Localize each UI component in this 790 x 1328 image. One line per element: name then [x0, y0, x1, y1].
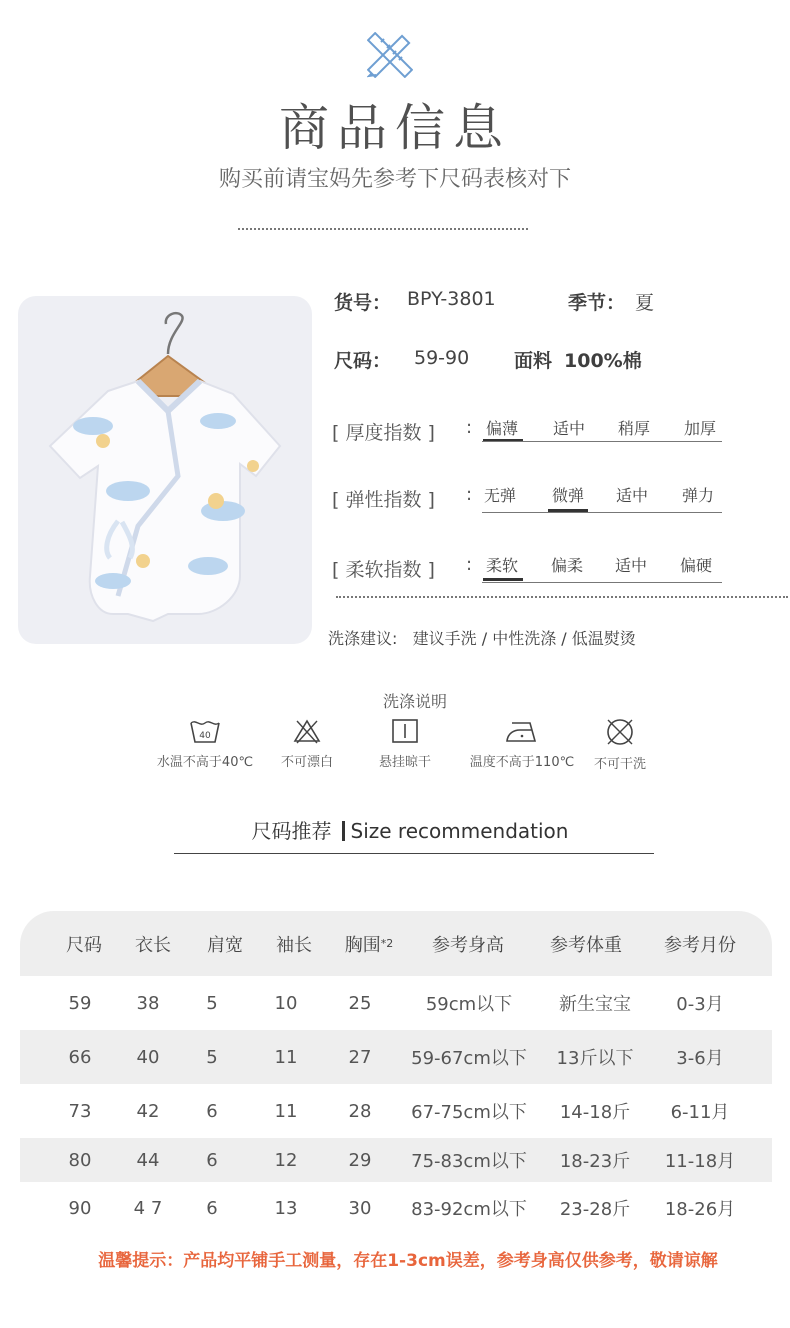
index-label: [ 厚度指数 ] [332, 422, 435, 444]
index-label: [ 柔软指数 ] [332, 559, 435, 581]
cell-sleeve: 12 [274, 1149, 298, 1171]
care-item-dryclean [560, 717, 680, 772]
cell-size: 66 [68, 1046, 92, 1068]
cell-length: 4 7 [133, 1197, 163, 1219]
index-option-selected: 偏薄 [485, 419, 518, 438]
iron-icon [504, 717, 540, 745]
page-subtitle: 购买前请宝妈先参考下尺码表核对下 [218, 167, 571, 192]
table-row [20, 976, 772, 1030]
cell-chest: 27 [348, 1046, 372, 1068]
header-sleeve: 袖长 [276, 934, 312, 956]
care-label: 温度不高于110℃ [469, 755, 575, 770]
cell-chest: 25 [348, 992, 372, 1014]
cell-chest: 30 [348, 1197, 372, 1219]
header-chest-label: 胸围 [344, 934, 381, 956]
cell-size: 73 [68, 1100, 92, 1122]
ruler-pencil-icon [367, 32, 413, 78]
cell-shoulder: 6 [206, 1197, 218, 1219]
cell-sleeve: 10 [274, 992, 298, 1014]
header-height: 参考身高 [432, 934, 504, 956]
table-row [20, 1182, 772, 1234]
header-divider [238, 228, 528, 230]
size-title-cn: 尺码推荐 [251, 819, 332, 843]
care-label: 不可干洗 [593, 757, 646, 772]
index-colon: : [466, 484, 473, 505]
index-option-selected: 微弹 [551, 486, 584, 505]
index-label: [ 弹性指数 ] [332, 489, 435, 511]
care-label: 不可漂白 [280, 755, 333, 770]
index-colon: : [466, 417, 473, 438]
page-title: 商品信息 [279, 99, 511, 157]
cell-weight: 14-18斤 [559, 1102, 631, 1123]
wash-temp-number: 40 [199, 731, 211, 741]
header-weight: 参考体重 [550, 934, 622, 956]
cell-height: 67-75cm以下 [411, 1102, 527, 1123]
index-line [482, 582, 722, 583]
spec-divider [336, 596, 788, 598]
wash-tub-40-icon [188, 717, 222, 745]
cell-chest: 28 [348, 1100, 372, 1122]
cell-size: 90 [68, 1197, 92, 1219]
table-row [20, 1084, 772, 1138]
cell-age: 3-6月 [676, 1048, 724, 1069]
cell-age: 0-3月 [676, 994, 724, 1015]
fabric-label: 面料 [514, 350, 553, 372]
cell-height: 83-92cm以下 [411, 1199, 527, 1220]
index-line [482, 512, 722, 513]
cell-length: 42 [136, 1100, 160, 1122]
cell-sleeve: 11 [274, 1046, 298, 1068]
fabric-value: 100%棉 [564, 350, 642, 372]
index-option: 偏柔 [550, 556, 583, 575]
cell-age: 6-11月 [670, 1102, 730, 1123]
header-age: 参考月份 [664, 934, 736, 956]
cell-weight: 18-23斤 [559, 1151, 631, 1172]
index-option: 稍厚 [617, 419, 650, 438]
cell-chest: 29 [348, 1149, 372, 1171]
header-length: 衣长 [135, 934, 171, 956]
index-option: 加厚 [683, 419, 716, 438]
footnote-warning: 温馨提示：产品均平铺手工测量，存在1-3cm误差，参考身高仅供参考，敬请谅解 [98, 1251, 718, 1271]
cell-size: 59 [68, 992, 92, 1014]
season-label: 季节： [568, 292, 626, 314]
cell-sleeve: 13 [274, 1197, 298, 1219]
header-shoulder: 肩宽 [207, 934, 243, 956]
index-option-selected: 柔软 [485, 556, 518, 575]
header-size: 尺码 [66, 934, 102, 956]
header-chest [334, 911, 404, 976]
index-option: 适中 [552, 419, 585, 438]
index-option: 无弹 [483, 486, 516, 505]
index-option: 适中 [614, 556, 647, 575]
season-value: 夏 [635, 292, 655, 314]
cell-length: 38 [136, 992, 160, 1014]
care-label: 悬挂晾干 [378, 755, 431, 770]
cell-height: 59cm以下 [425, 994, 513, 1015]
size-range-value: 59-90 [414, 347, 470, 369]
baby-romper-illustration [18, 296, 312, 644]
cell-weight: 23-28斤 [559, 1199, 631, 1220]
selected-underline [483, 578, 523, 581]
size-title-en: Size recommendation [350, 819, 569, 843]
index-colon: : [466, 554, 473, 575]
size-section-title [0, 815, 790, 844]
cell-sleeve: 11 [274, 1100, 298, 1122]
cell-age: 18-26月 [664, 1199, 736, 1220]
hang-dry-icon [390, 717, 420, 745]
size-label: 尺码： [334, 350, 392, 372]
product-photo [18, 296, 312, 644]
index-option: 弹力 [681, 486, 714, 505]
wash-advice: 洗涤建议: 建议手洗 / 中性洗涤 / 低温熨烫 [328, 629, 636, 648]
cell-shoulder: 6 [206, 1100, 218, 1122]
cell-age: 11-18月 [664, 1151, 736, 1172]
cell-weight: 新生宝宝 [559, 994, 631, 1015]
cell-height: 59-67cm以下 [411, 1048, 527, 1069]
cell-length: 40 [136, 1046, 160, 1068]
no-bleach-icon [292, 717, 322, 745]
index-line [482, 441, 722, 442]
table-header [20, 911, 772, 976]
table-row [20, 1138, 772, 1182]
no-dry-clean-icon [604, 717, 636, 747]
care-item-dry [345, 717, 465, 770]
index-option: 偏硬 [679, 556, 712, 575]
cell-shoulder: 5 [206, 992, 218, 1014]
cell-shoulder: 6 [206, 1149, 218, 1171]
item-no-label: 货号： [334, 292, 392, 314]
cell-size: 80 [68, 1149, 92, 1171]
header-chest-note: *2 [380, 937, 394, 950]
size-title-underline [174, 853, 654, 854]
cell-length: 44 [136, 1149, 160, 1171]
cell-weight: 13斤以下 [556, 1048, 634, 1069]
care-title: 洗涤说明 [382, 692, 447, 711]
cell-shoulder: 5 [206, 1046, 218, 1068]
index-option: 适中 [615, 486, 648, 505]
title-separator [342, 821, 345, 841]
size-table [20, 911, 772, 1234]
care-label: 水温不高于40℃ [156, 755, 254, 770]
cell-height: 75-83cm以下 [411, 1151, 527, 1172]
table-row [20, 1030, 772, 1084]
item-no-value: BPY-3801 [407, 288, 496, 310]
